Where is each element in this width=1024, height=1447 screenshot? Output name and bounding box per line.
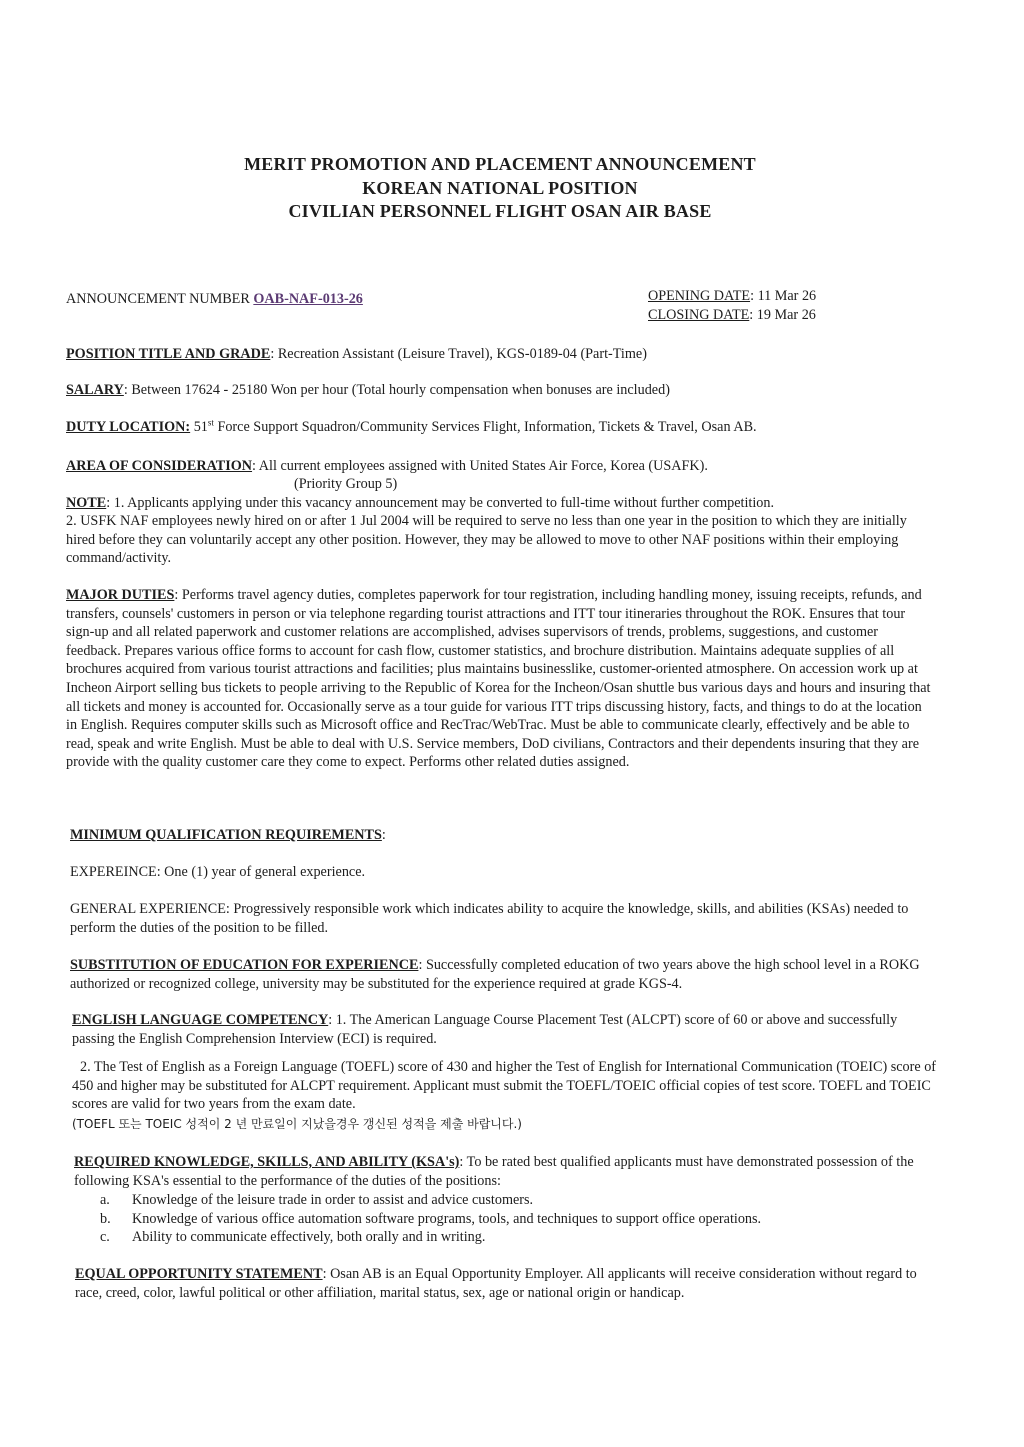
- major-duties: MAJOR DUTIES: Performs travel agency duties, completes paperwork for tour registration, including handling money, issuing receipts, refunds, and transfers, counsels' customers in person or via telephone regarding tourist attractions and ITT tour itineraries throughout the ROK. Ensures that tour sign-up and all related paperwork and customer relations are accomplished, advises supervisors of trends, problems, suggestions, and customer feedback. Prepares various office forms to account for cash flow, customer statistics, and brochure distribution. Maintains adequate supplies of all brochures acquired from various tourist attractions and facilities; plus maintains businesslike, customer-oriented atmosphere. On accession work up at Incheon Airport selling bus tickets to people arriving to the Republic of Korea for the Incheon/Osan shuttle bus various days and hours and insuring that all tickets and money is accounted for. Occasionally serve as a tour guide for various ITT trips discussing history, facts, and things to do at the location in English. Requires computer skills such as Microsoft office and RecTrac/WebTrac. Must be able to communicate clearly, effectively and be able to read, speak and write English. Must be able to deal with U.S. Service members, DoD civilians, Contractors and their dependents insuring that they are provide with the quality customer care they come to expect. Performs other related duties assigned.: [66, 587, 931, 771]
- opening-date-label: OPENING DATE: [648, 288, 751, 304]
- english-item-2: 2. The Test of English as a Foreign Language (TOEFL) score of 430 and higher the Test of English for International Communication (TOEIC) score of 450 and higher may be substituted for ALCPT requirement. Applicant must submit the TOEFL/TOEIC official copies of test score. TOEFL and TOEIC scores are valid for two years from the exam date.: [72, 1059, 937, 1113]
- ksa-label: REQUIRED KNOWLEDGE, SKILLS, AND ABILITY (KSA's): [74, 1154, 460, 1170]
- header-office: CIVILIAN PERSONNEL FLIGHT OSAN AIR BASE: [288, 201, 712, 221]
- closing-date-row: CLOSING DATE: 19 Mar 26: [648, 307, 816, 323]
- min-qual-row: MINIMUM QUALIFICATION REQUIREMENTS:: [70, 827, 386, 843]
- ksa-marker: b.: [100, 1210, 111, 1227]
- list-item: [74, 1210, 950, 1229]
- duty-location-value: Force Support Squadron/Community Services Flight, Information, Tickets & Travel, Osan AB.: [213, 419, 757, 435]
- header-title: MERIT PROMOTION AND PLACEMENT ANNOUNCEMENT: [244, 154, 756, 174]
- english-label: ENGLISH LANGUAGE COMPETENCY: [72, 1012, 329, 1028]
- english-row: ENGLISH LANGUAGE COMPETENCY: 1. The American Language Course Placement Test (ALCPT) score of 60 or above and successfully passing the English Comprehension Interview (ECI) is required.: [72, 1012, 898, 1047]
- area-value: All current employees assigned with United States Air Force, Korea (USAFK).: [258, 458, 708, 474]
- list-item: [74, 1228, 950, 1247]
- ksa-item-text: Knowledge of the leisure trade in order to assist and advice customers.: [132, 1192, 534, 1208]
- ksa-item-text: Knowledge of various office automation software programs, tools, and techniques to support office operations.: [132, 1210, 762, 1227]
- eeo-text: Osan AB is an Equal Opportunity Employer. All applicants will receive consideration without regard to race, creed, color, lawful political or other affiliation, marital status, sex, age or national origin or handicap.: [75, 1266, 917, 1301]
- opening-date: 11 Mar 26: [757, 288, 817, 304]
- header-subtitle: KOREAN NATIONAL POSITION: [362, 178, 638, 198]
- ksa-marker: c.: [100, 1229, 110, 1246]
- note-label: NOTE: [66, 495, 107, 511]
- ksa-marker: a.: [100, 1192, 110, 1208]
- announcement-number-label: ANNOUNCEMENT NUMBER: [66, 291, 250, 307]
- substitution-row: SUBSTITUTION OF EDUCATION FOR EXPERIENCE: Successfully completed education of two years above the high school level in a ROKG authorized or recognized college, university may be substituted for the experience required at grade KGS-4.: [70, 957, 920, 992]
- position-label: POSITION TITLE AND GRADE: [66, 346, 271, 362]
- salary-label: SALARY: [66, 382, 124, 398]
- note-item-1: 1. Applicants applying under this vacancy announcement may be converted to full-time without further competition.: [113, 495, 775, 511]
- announcement-number: OAB-NAF-013-26: [253, 291, 363, 307]
- experience-text: EXPEREINCE: One (1) year of general experience.: [70, 864, 366, 880]
- duty-location-row: [66, 418, 946, 437]
- announcement-number-row: [66, 290, 363, 309]
- general-experience-text: GENERAL EXPERIENCE: Progressively responsible work which indicates ability to acquire the knowledge, skills, and abilities (KSAs) needed to perform the duties of the position to be filled.: [70, 901, 909, 936]
- area-group: (Priority Group 5): [294, 476, 398, 492]
- opening-date-row: OPENING DATE: 11 Mar 26: [648, 288, 817, 304]
- duty-location-label: DUTY LOCATION:: [66, 419, 191, 435]
- min-qual-label: MINIMUM QUALIFICATION REQUIREMENTS: [70, 827, 382, 843]
- position-value: Recreation Assistant (Leisure Travel), KGS-0189-04 (Part-Time): [277, 346, 647, 362]
- major-duties-label: MAJOR DUTIES: [66, 587, 175, 603]
- duty-location-superscript: st: [207, 417, 214, 428]
- duty-location-prefix: 51: [193, 419, 208, 435]
- eeo-label: EQUAL OPPORTUNITY STATEMENT: [75, 1266, 323, 1282]
- area-row: AREA OF CONSIDERATION: All current employees assigned with United States Air Force, Korea (USAFK).: [66, 458, 708, 474]
- ksa-item-text: Ability to communicate effectively, both orally and in writing.: [132, 1229, 486, 1246]
- ksa-intro: To be rated best qualified applicants must have demonstrated possession of the following KSA's essential to the performance of the duties of the positions:: [74, 1154, 914, 1189]
- eeo-row: EQUAL OPPORTUNITY STATEMENT: Osan AB is an Equal Opportunity Employer. All applicants will receive consideration without regard to race, creed, color, lawful political or other affiliation, marital status, sex, age or national origin or handicap.: [75, 1266, 917, 1301]
- closing-date-label: CLOSING DATE: [648, 307, 750, 323]
- substitution-text: Successfully completed education of two years above the high school level in a ROKG authorized or recognized college, university may be substituted for the experience required at grade KGS-4.: [70, 957, 920, 992]
- area-label: AREA OF CONSIDERATION: [66, 458, 253, 474]
- ksa-list: [74, 1191, 950, 1247]
- note-item-2: 2. USFK NAF employees newly hired on or after 1 Jul 2004 will be required to serve no less than one year in the position to which they are initially hired before they can voluntarily accept any other position. However, they may be allowed to move to other NAF positions within their employing command/activity.: [66, 513, 907, 567]
- list-item: [74, 1191, 950, 1210]
- english-korean-note: (TOEFL 또는 TOEIC 성적이 2 년 만료일이 지났을경우 갱신된 성적을 제출 바랍니다.): [72, 1117, 522, 1131]
- ksa-row: REQUIRED KNOWLEDGE, SKILLS, AND ABILITY (KSA's): To be rated best qualified applicants must have demonstrated possession of the following KSA's essential to the performance of the duties of the positions:: [74, 1154, 914, 1189]
- english-item-1: 1. The American Language Course Placement Test (ALCPT) score of 60 or above and successfully passing the English Comprehension Interview (ECI) is required.: [72, 1012, 898, 1047]
- position-row: POSITION TITLE AND GRADE: Recreation Assistant (Leisure Travel), KGS-0189-04 (Part-Time): [66, 346, 647, 362]
- salary-row: SALARY: Between 17624 - 25180 Won per hour (Total hourly compensation when bonuses are included): [66, 382, 670, 398]
- salary-value: Between 17624 - 25180 Won per hour (Total hourly compensation when bonuses are included): [131, 382, 670, 398]
- major-duties-text: Performs travel agency duties, completes paperwork for tour registration, including handling money, issuing receipts, refunds, and transfers, counsels' customers in person or via telephone regarding tourist attractions and ITT tour itineraries throughout the ROK. Ensures that tour sign-up and all related paperwork and customer relations are accomplished, advises supervisors of trends, problems, suggestions, and customer feedback. Prepares various office forms to account for cash flow, customer statistics, and brochure distribution. Maintains adequate supplies of all brochures acquired from various tourist attractions and facilities; plus maintains businesslike, customer-oriented atmosphere. On accession work up at Incheon Airport selling bus tickets to people arriving to the Republic of Korea for the Incheon/Osan shuttle bus various days and hours and insuring that all tickets and money is accounted for. Occasionally serve as a tour guide for various ITT trips discussing history, facts, and things to do at the location in English. Requires computer skills such as Microsoft office and RecTrac/WebTrac. Must be able to communicate clearly, effectively and be able to read, speak and write English. Must be able to deal with U.S. Service members, DoD civilians, Contractors and their dependents insuring that they are provide with the quality customer care they come to expect. Performs other related duties assigned.: [66, 587, 931, 771]
- substitution-label: SUBSTITUTION OF EDUCATION FOR EXPERIENCE: [70, 957, 419, 973]
- closing-date: 19 Mar 26: [756, 307, 816, 323]
- note-row: NOTE: 1. Applicants applying under this vacancy announcement may be converted to full-time without further competition.: [66, 495, 775, 511]
